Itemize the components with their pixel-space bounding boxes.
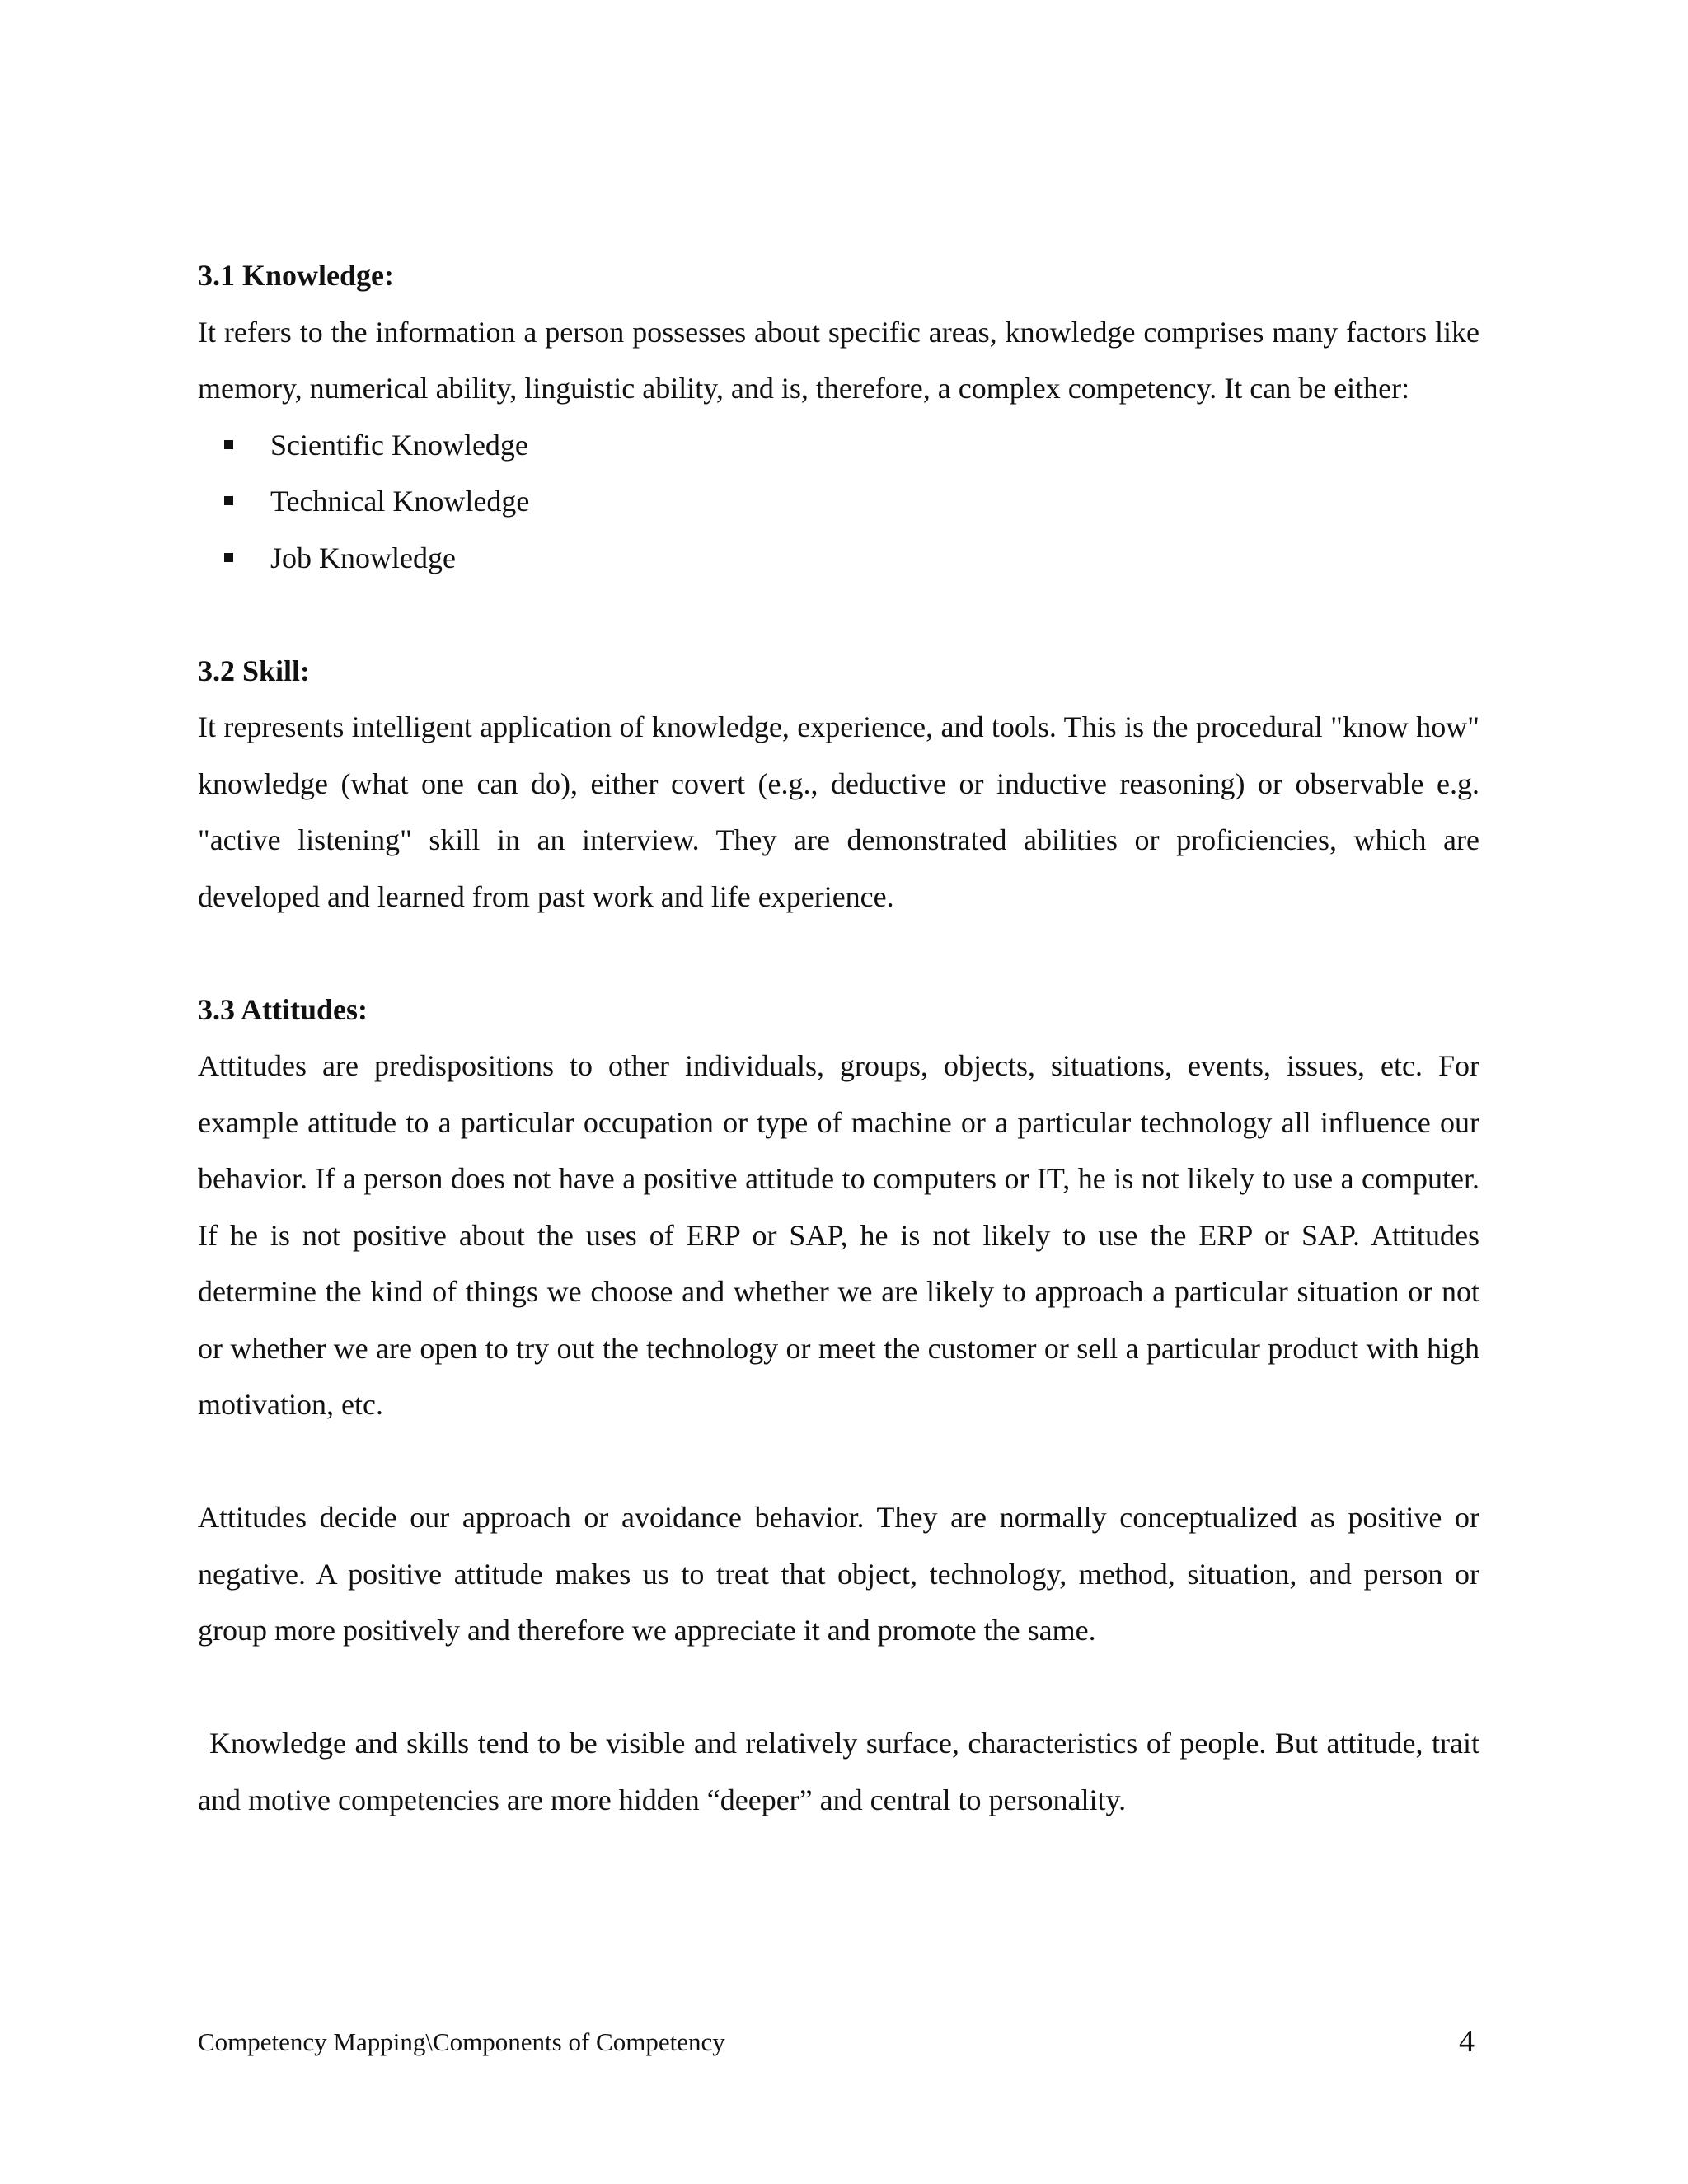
list-item <box>198 473 1479 530</box>
list-item-label: Technical Knowledge <box>270 485 530 518</box>
footer-title: Competency Mapping\Components of Competency <box>198 2027 725 2056</box>
list-item <box>198 417 1479 474</box>
spacer <box>198 925 1479 982</box>
paragraph-skill: It represents intelligent application of knowledge, experience, and tools. This is the procedural "know how" knowledge (what one can do), either covert (e.g., deductive or inductive reasoning) or observable e.g. "active listening" skill in an interview. They are demonstrated abilities or proficiencies, which are developed and learned from past work and life experience. <box>198 710 1479 913</box>
list-item-label: Job Knowledge <box>270 541 456 574</box>
section-heading-attitudes: 3.3 Attitudes: <box>198 992 368 1026</box>
paragraph-attitudes-behavior: Attitudes decide our approach or avoidance behavior. They are normally conceptualized as positive or negative. A positive attitude makes us to treat that object, technology, method, situation, and person or group more positively and therefore we appreciate it and promote the same. <box>198 1501 1479 1647</box>
square-bullet-icon <box>224 496 233 505</box>
paragraph-knowledge-skills-visibility <box>198 1715 1479 1828</box>
paragraph-knowledge: It refers to the information a person possesses about specific areas, knowledge comprises many factors like memory, numerical ability, linguistic ability, and is, therefore, a complex competency. It can be either: <box>198 315 1479 405</box>
section-heading-skill: 3.2 Skill: <box>198 654 311 687</box>
section-heading-knowledge: 3.1 Knowledge: <box>198 259 394 292</box>
list-item-label: Scientific Knowledge <box>270 428 528 462</box>
spacer <box>198 586 1479 643</box>
paragraph-attitudes: Attitudes are predispositions to other individuals, groups, objects, situations, events, issues, etc. For example attitude to a particular occupation or type of machine or a particular technology all influence our behavior. If a person does not have a positive attitude to computers or IT, he is not likely to use a computer. If he is not positive about the uses of ERP or SAP, he is not likely to use the ERP or SAP. Attitudes determine the kind of things we choose and whether we are likely to approach a particular situation or not or whether we are open to try out the technology or meet the customer or sell a particular product with high motivation, etc. <box>198 1049 1479 1421</box>
square-bullet-icon <box>224 553 233 562</box>
knowledge-types-list <box>198 417 1479 587</box>
page-number: 4 <box>1459 2024 1475 2059</box>
list-item <box>198 530 1479 587</box>
spacer <box>198 1433 1479 1490</box>
square-bullet-icon <box>224 440 233 449</box>
spacer <box>198 1659 1479 1716</box>
paragraph-text: Knowledge and skills tend to be visible and relatively surface, characteristics of people. But attitude, trait and motive competencies are more hidden “deeper” and central to personality. <box>198 1727 1479 1816</box>
document-body <box>198 247 1479 1828</box>
